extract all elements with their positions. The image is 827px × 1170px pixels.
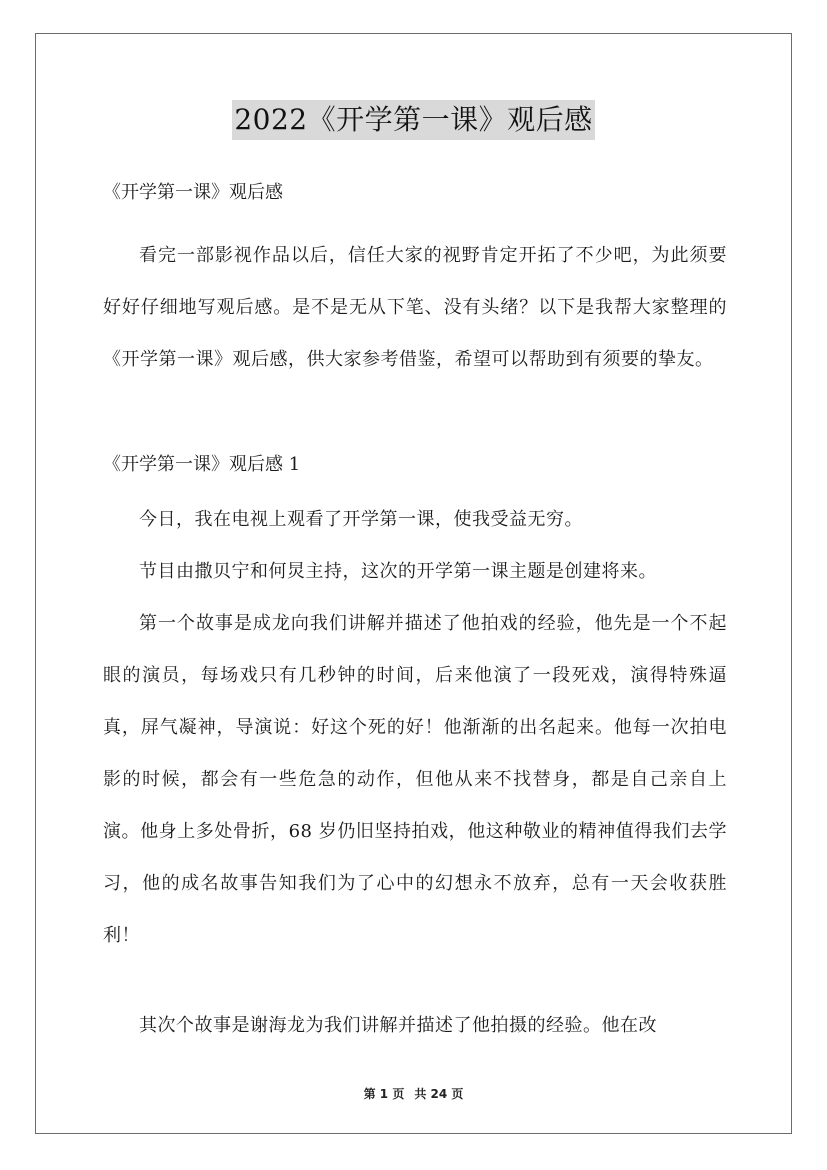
intro-paragraph: 看完一部影视作品以后，信任大家的视野肯定开拓了不少吧，为此须要好好仔细地写观后感。是不是无从下笔、没有头绪？以下是我帮大家整理的《开学第一课》观后感，供大家参考借鉴，希望可以帮助到有须要的挚友。	[103, 245, 727, 370]
document-title: 2022《开学第一课》观后感	[232, 100, 594, 140]
body-paragraph-1: 今日，我在电视上观看了开学第一课，使我受益无穷。	[139, 509, 583, 530]
page-total: 共 24 页	[414, 1087, 464, 1101]
page-footer	[0, 1085, 827, 1102]
body-paragraph-4: 其次个故事是谢海龙为我们讲解并描述了他拍摄的经验。他在改	[139, 1015, 657, 1036]
body-paragraph-2: 节目由撒贝宁和何炅主持，这次的开学第一课主题是创建将来。	[139, 561, 657, 582]
page-number: 第 1 页	[363, 1087, 405, 1101]
section-heading: 《开学第一课》观后感 1	[103, 454, 301, 475]
document-subtitle: 《开学第一课》观后感	[103, 182, 283, 203]
body-paragraph-3: 第一个故事是成龙向我们讲解并描述了他拍戏的经验，他先是一个不起眼的演员，每场戏只有几秒钟的时间，后来他演了一段死戏，演得特殊逼真，屏气凝神，导演说：好这个死的好！他渐渐的出名起来。他每一次拍电影的时候，都会有一些危急的动作，但他从来不找替身，都是自己亲自上演。他身上多处骨折，68 岁仍旧坚持拍戏，他这种敬业的精神值得我们去学习，他的成名故事告知我们为了心中的幻想永不放弃，总有一天会收获胜利！	[103, 613, 727, 946]
title-container	[0, 100, 827, 140]
